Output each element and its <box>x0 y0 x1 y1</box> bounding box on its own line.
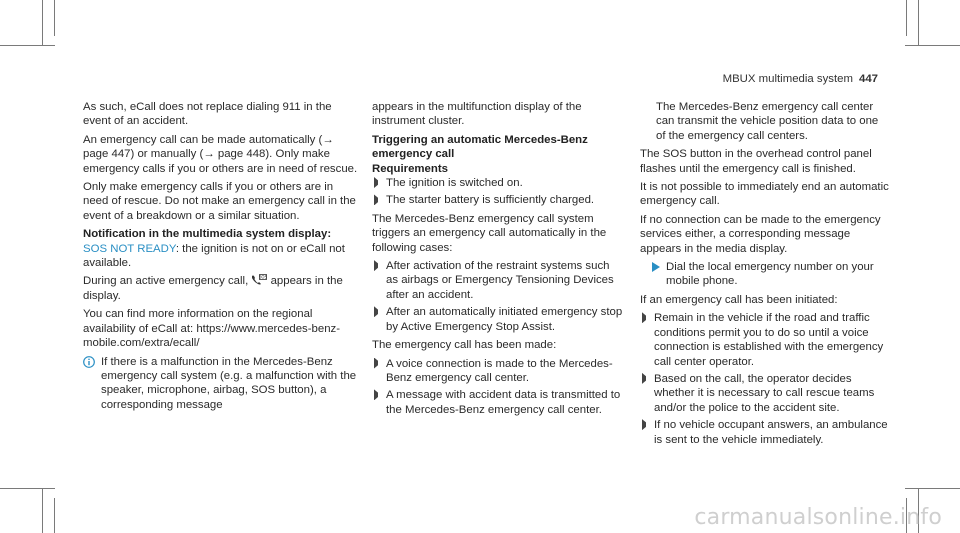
list-item: Based on the call, the operator decides whether it is necessary to call rescue teams and/or the police to the accident site. <box>640 372 890 415</box>
page-number: 447 <box>858 73 878 85</box>
list-item: The ignition is switched on. <box>372 176 624 190</box>
column-3 <box>640 100 890 451</box>
paragraph: Only make emergency calls if you or others are in need of rescue. Do not make an emergency call in the event of a breakdown or a similar situation. <box>83 181 356 222</box>
list-item: The starter battery is sufficiently charged. <box>372 193 624 207</box>
note <box>83 355 358 413</box>
paragraph: The SOS button in the overhead control panel flashes until the emergency call is finished. <box>640 148 872 175</box>
paragraph: The emergency call has been made: <box>372 339 557 352</box>
section-heading: Notification in the multimedia system display: <box>83 228 332 241</box>
svg-text:SOS: SOS <box>259 275 268 281</box>
crop-mark <box>905 488 960 489</box>
text: During an active emergency call, <box>83 275 252 288</box>
note-text: If there is a malfunction in the Mercedes-Benz emergency call system (e.g. a malfunction with the speaker, microphone, airbag, SOS button), a corresponding message <box>101 355 357 411</box>
list-item: After activation of the restraint systems such as airbags or Emergency Tensioning Devices after an accident. <box>372 259 624 302</box>
subheading: Requirements <box>372 162 448 175</box>
crop-mark <box>54 498 55 533</box>
list-item: A message with accident data is transmitted to the Mercedes-Benz emergency call center. <box>372 388 624 417</box>
paragraph: If an emergency call has been initiated: <box>640 293 838 306</box>
paragraph: If no connection can be made to the emergency services either, a corresponding message appears in the media display. <box>640 213 881 255</box>
sos-phone-icon <box>251 274 267 285</box>
instruction-step <box>640 260 890 289</box>
paragraph: It is not possible to immediately end an automatic emergency call. <box>640 181 889 208</box>
text: ). Only make emergency calls if you or others are in need of rescue. <box>83 148 358 175</box>
paragraph <box>83 274 358 303</box>
text: An emergency call can be made automatically ( <box>83 133 323 146</box>
requirements-list <box>372 176 624 208</box>
watermark: carmanualsonline.info <box>694 504 942 530</box>
page-reference-link[interactable]: page 448 <box>217 148 266 161</box>
paragraph: You can find more information on the regional availability of eCall at: https://www.mercedes-benz-mobile.com/extra/ecall/ <box>83 308 341 350</box>
list-item: After an automatically initiated emergency stop by Active Emergency Stop Assist. <box>372 305 624 334</box>
info-icon <box>83 356 95 368</box>
crop-mark <box>918 0 919 46</box>
paragraph: The Mercedes-Benz emergency call center can transmit the vehicle position data to one of the emergency call centers. <box>656 101 879 142</box>
crop-mark <box>0 45 55 46</box>
text: ) or manually ( <box>130 148 204 161</box>
list-item: Remain in the vehicle if the road and traffic conditions permit you to do so until a voice connection is established with the emergency call center operator. <box>640 311 890 369</box>
crop-mark <box>905 45 960 46</box>
text: appears in the display. <box>83 275 343 302</box>
status-label: SOS NOT READY <box>83 242 176 255</box>
crop-mark <box>0 488 55 489</box>
step-text: Dial the local emergency number on your mobile phone. <box>666 261 874 288</box>
column-1 <box>83 100 358 416</box>
section-heading: Triggering an automatic Mercedes-Benz emergency call <box>372 133 588 161</box>
step-arrow-icon <box>652 262 660 272</box>
crop-mark <box>54 0 55 36</box>
page-header <box>723 72 878 86</box>
paragraph: The Mercedes-Benz emergency call system triggers an emergency call automatically in the following cases: <box>372 212 607 254</box>
paragraph: As such, eCall does not replace dialing 911 in the event of an accident. <box>83 101 332 128</box>
crop-mark <box>42 488 43 533</box>
cases-list <box>372 259 624 334</box>
paragraph: appears in the multifunction display of the instrument cluster. <box>372 101 582 128</box>
call-made-list <box>372 357 624 418</box>
paragraph: An emergency call can be made automatically (→ page 447) or manually (→ page 448). Only make emergency calls if you or others are in need of rescue. <box>83 133 358 175</box>
list-item: A voice connection is made to the Mercedes-Benz emergency call center. <box>372 357 624 386</box>
text: : the ignition is not on or eCall not available. <box>83 242 345 270</box>
column-2 <box>372 100 624 421</box>
crop-mark <box>906 0 907 36</box>
list-item: If no vehicle occupant answers, an ambulance is sent to the vehicle immediately. <box>640 418 890 447</box>
paragraph <box>83 242 358 271</box>
actions-list <box>640 311 890 447</box>
page-reference-link[interactable]: page 447 <box>83 148 131 161</box>
crop-mark <box>42 0 43 46</box>
section-title: MBUX multimedia system <box>722 73 853 85</box>
